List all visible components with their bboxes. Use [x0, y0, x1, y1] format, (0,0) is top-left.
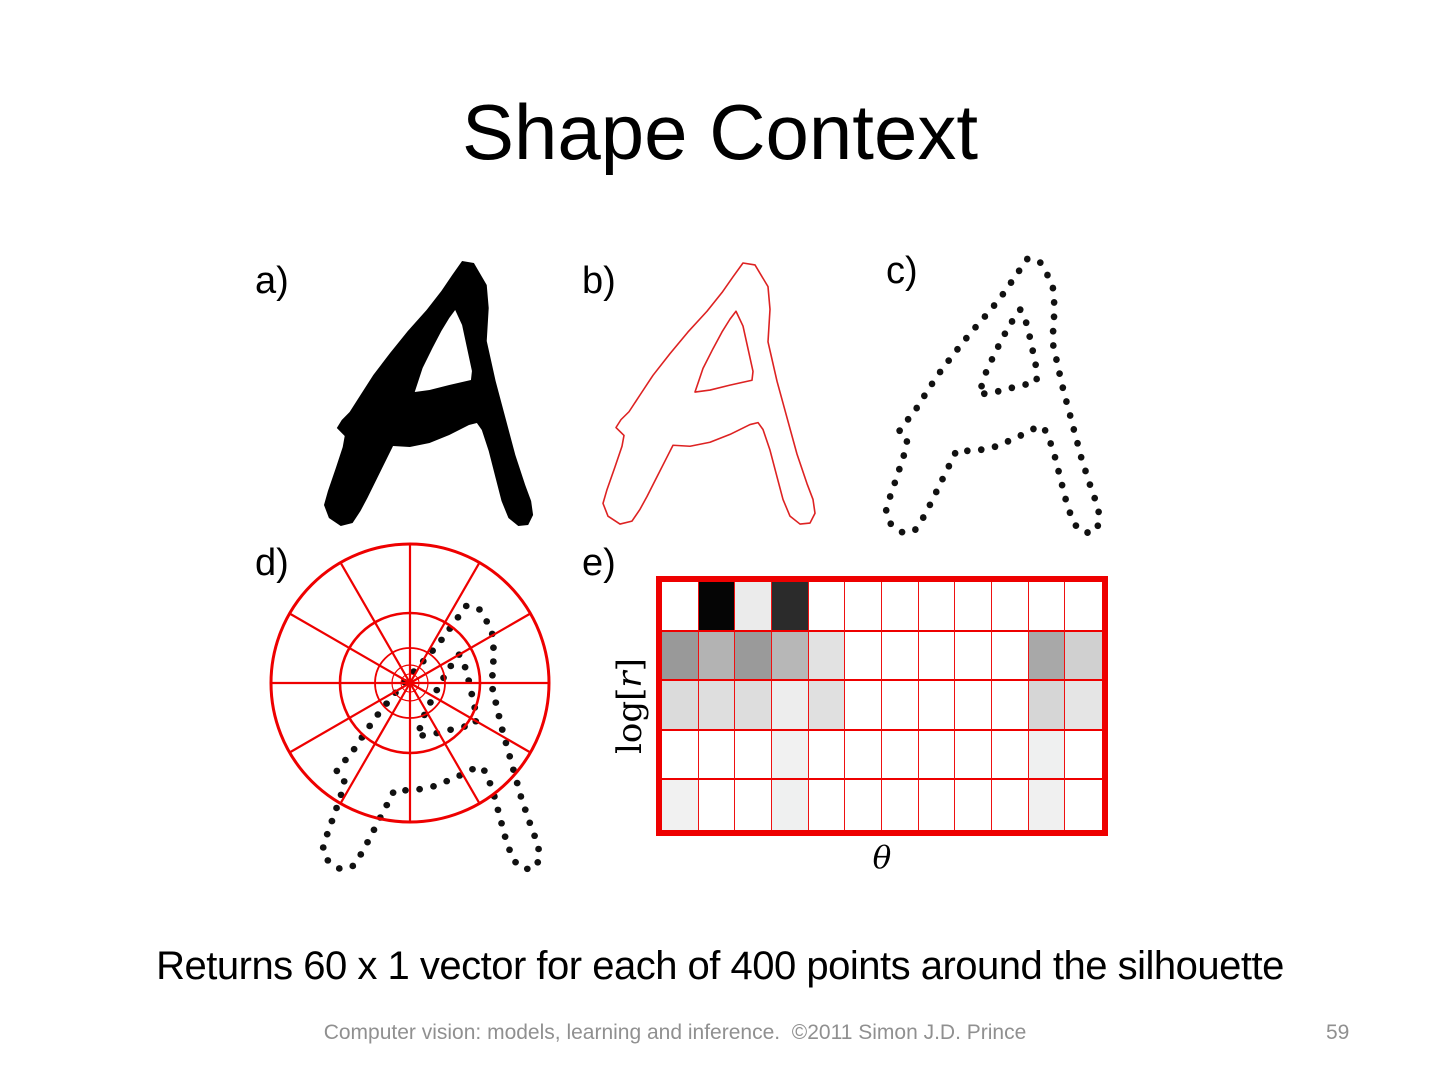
- histogram-cell: [735, 780, 772, 830]
- histogram-cell: [1029, 731, 1066, 781]
- boundary-dot: [921, 392, 928, 399]
- boundary-dot: [324, 831, 331, 838]
- polar-spoke: [341, 563, 411, 683]
- boundary-dot: [896, 427, 903, 434]
- boundary-dot: [495, 807, 502, 814]
- boundary-dot: [371, 827, 378, 834]
- boundary-dot: [506, 753, 513, 760]
- boundary-dot: [357, 851, 364, 858]
- boundary-dot: [333, 805, 340, 812]
- histogram-cell: [662, 731, 699, 781]
- histogram-cell: [955, 731, 992, 781]
- histogram-cell: [992, 582, 1029, 632]
- boundary-dot: [1050, 328, 1057, 335]
- boundary-dot: [1044, 272, 1051, 279]
- boundary-dot: [320, 844, 327, 851]
- boundary-dot: [534, 859, 541, 866]
- histogram-cell: [992, 681, 1029, 731]
- boundary-dot: [1052, 454, 1059, 461]
- histogram-cell: [845, 582, 882, 632]
- boundary-dot: [390, 789, 397, 796]
- boundary-dot: [499, 726, 506, 733]
- boundary-dot: [937, 369, 944, 376]
- boundary-dot: [517, 793, 524, 800]
- boundary-dot: [1030, 426, 1037, 433]
- boundary-dot: [489, 686, 496, 693]
- polar-spoke: [410, 563, 480, 683]
- y-axis-label-suffix: ]: [610, 658, 650, 672]
- boundary-dot: [1050, 342, 1057, 349]
- boundary-dot: [427, 699, 434, 706]
- boundary-dot: [476, 606, 483, 613]
- boundary-dot: [417, 725, 424, 732]
- histogram-cell: [662, 681, 699, 731]
- boundary-dot: [891, 479, 898, 486]
- y-axis-label: [610, 658, 650, 754]
- boundary-dot: [982, 313, 989, 320]
- boundary-dot: [1062, 496, 1069, 503]
- histogram-cell: [882, 582, 919, 632]
- panel-a-silhouette: [323, 260, 540, 530]
- polar-spoke: [341, 683, 411, 803]
- boundary-dot: [462, 664, 469, 671]
- boundary-dot: [447, 726, 454, 733]
- histogram-cell: [882, 731, 919, 781]
- polar-spoke: [410, 614, 530, 684]
- histogram-cell: [882, 681, 919, 731]
- boundary-dot: [972, 324, 979, 331]
- boundary-dot: [489, 672, 496, 679]
- boundary-dot: [455, 614, 462, 621]
- boundary-dot: [351, 746, 358, 753]
- histogram-cell: [955, 632, 992, 682]
- panel-label-e: e): [582, 542, 616, 584]
- boundary-dot: [978, 446, 985, 453]
- histogram-cell: [809, 632, 846, 682]
- boundary-dot: [1073, 522, 1080, 529]
- boundary-dot: [1053, 356, 1060, 363]
- histogram-cell: [1029, 681, 1066, 731]
- boundary-dot: [1087, 481, 1094, 488]
- histogram-cell: [845, 731, 882, 781]
- boundary-dot: [1059, 384, 1066, 391]
- log-polar-grid: [271, 544, 549, 822]
- boundary-dot: [342, 757, 349, 764]
- boundary-dot: [1029, 347, 1036, 354]
- boundary-dot: [1024, 256, 1031, 263]
- boundary-dot: [945, 357, 952, 364]
- histogram-cell: [845, 632, 882, 682]
- boundary-dot: [1042, 427, 1049, 434]
- boundary-dot: [492, 699, 499, 706]
- histogram-cell: [699, 731, 736, 781]
- boundary-dot: [1067, 412, 1074, 419]
- boundary-dot: [887, 493, 894, 500]
- histogram-cell: [662, 780, 699, 830]
- boundary-dot: [1000, 291, 1007, 298]
- boundary-dot: [1095, 508, 1102, 515]
- boundary-dot: [1037, 259, 1044, 266]
- histogram-cell: [772, 731, 809, 781]
- y-axis-label-prefix: log[: [610, 687, 650, 754]
- boundary-dot: [995, 388, 1002, 395]
- polar-spoke: [290, 614, 410, 684]
- histogram-cell: [919, 681, 956, 731]
- histogram-cell: [1029, 780, 1066, 830]
- panel-b-boundary-outline: [602, 262, 822, 528]
- panel-label-d: d): [255, 542, 289, 584]
- boundary-dot: [1016, 267, 1023, 274]
- boundary-dot: [487, 780, 494, 787]
- letter-a-solid: [324, 261, 533, 526]
- boundary-dot: [929, 380, 936, 387]
- panel-label-b: b): [582, 260, 616, 302]
- boundary-dot: [512, 859, 519, 866]
- histogram-cell: [735, 681, 772, 731]
- histogram-cell: [1065, 632, 1102, 682]
- boundary-dot: [995, 343, 1002, 350]
- boundary-dot: [443, 778, 450, 785]
- histogram-cell: [735, 632, 772, 682]
- y-axis-label-variable: r: [610, 671, 650, 688]
- boundary-dot: [913, 405, 920, 412]
- boundary-dot: [502, 833, 509, 840]
- boundary-dot: [946, 463, 953, 470]
- boundary-dot: [490, 644, 497, 651]
- boundary-dot: [1091, 495, 1098, 502]
- boundary-dot: [963, 335, 970, 342]
- boundary-dot: [989, 356, 996, 363]
- boundary-dot: [349, 863, 356, 870]
- histogram-cell: [772, 681, 809, 731]
- histogram-cell: [845, 780, 882, 830]
- boundary-dot: [904, 438, 911, 445]
- panel-d-log-polar-overlay: [260, 540, 560, 890]
- histogram-cell: [955, 582, 992, 632]
- histogram-cell: [992, 731, 1029, 781]
- boundary-dot: [883, 507, 890, 514]
- histogram-cell: [735, 582, 772, 632]
- boundary-dot: [438, 637, 445, 644]
- boundary-dot: [939, 476, 946, 483]
- boundary-dot: [1009, 384, 1016, 391]
- boundary-dot: [524, 866, 531, 873]
- letter-a-outline: [603, 263, 815, 524]
- footer-credit: Computer vision: models, learning and inference. ©2011 Simon J.D. Prince: [323, 1021, 1027, 1044]
- boundary-dot: [383, 802, 390, 809]
- boundary-dot: [498, 820, 505, 827]
- x-axis-label: θ: [872, 840, 892, 876]
- boundary-dot: [954, 346, 961, 353]
- boundary-dot: [983, 369, 990, 376]
- boundary-dot: [522, 806, 529, 813]
- boundary-dot: [336, 865, 343, 872]
- boundary-dot: [991, 302, 998, 309]
- boundary-dot: [433, 687, 440, 694]
- polar-spoke: [410, 683, 480, 803]
- histogram-cell: [809, 681, 846, 731]
- boundary-dot: [952, 450, 959, 457]
- histogram-cell: [1065, 780, 1102, 830]
- polar-spoke: [290, 683, 410, 753]
- boundary-dot: [1094, 522, 1101, 529]
- boundary-dot: [463, 603, 470, 610]
- boundary-dot: [1051, 299, 1058, 306]
- boundary-dot: [899, 529, 906, 536]
- histogram-cell: [919, 731, 956, 781]
- boundary-dot: [469, 766, 476, 773]
- boundary-dot: [324, 857, 331, 864]
- boundary-dot: [1074, 440, 1081, 447]
- slide-title: Shape Context: [461, 88, 979, 176]
- boundary-dot: [1055, 468, 1062, 475]
- boundary-dot: [1009, 318, 1016, 325]
- boundary-dot: [1051, 313, 1058, 320]
- histogram-cell: [1065, 582, 1102, 632]
- boundary-dot: [468, 691, 475, 698]
- boundary-dot: [483, 618, 490, 625]
- histogram-cell: [809, 582, 846, 632]
- boundary-dot: [1017, 306, 1024, 313]
- boundary-dot: [1023, 319, 1030, 326]
- histogram-cell: [955, 681, 992, 731]
- boundary-dot: [496, 713, 503, 720]
- histogram-cell: [772, 632, 809, 682]
- boundary-dot: [481, 767, 488, 774]
- histogram-cell: [919, 582, 956, 632]
- boundary-dot: [964, 447, 971, 454]
- boundary-dot: [419, 732, 426, 739]
- panel-label-a: a): [255, 260, 289, 302]
- boundary-dot: [333, 768, 340, 775]
- histogram-cell: [845, 681, 882, 731]
- histogram-cell: [882, 632, 919, 682]
- boundary-dot: [905, 416, 912, 423]
- boundary-dot: [506, 846, 513, 853]
- boundary-dot: [514, 780, 521, 787]
- histogram-cell: [1065, 731, 1102, 781]
- histogram-cell: [809, 731, 846, 781]
- histogram-cell: [699, 582, 736, 632]
- boundary-dot: [1063, 398, 1070, 405]
- boundary-dot: [1067, 509, 1074, 516]
- boundary-dot: [329, 818, 336, 825]
- histogram-grid: [656, 576, 1108, 836]
- boundary-dot: [1026, 333, 1033, 340]
- boundary-dot: [1002, 330, 1009, 337]
- boundary-dot: [1050, 285, 1057, 292]
- histogram-cell: [992, 780, 1029, 830]
- boundary-dot: [535, 846, 542, 853]
- boundary-dot: [364, 839, 371, 846]
- boundary-dot: [1032, 361, 1039, 368]
- boundary-dot: [981, 390, 988, 397]
- boundary-dot: [416, 786, 423, 793]
- boundary-dot: [933, 489, 940, 496]
- histogram-cell: [1029, 632, 1066, 682]
- boundary-dot: [887, 520, 894, 527]
- boundary-dot: [447, 663, 454, 670]
- boundary-dot: [992, 443, 999, 450]
- boundary-dot: [1005, 438, 1012, 445]
- histogram-cell: [1029, 582, 1066, 632]
- panel-c-sampled-points: [885, 258, 1107, 537]
- boundary-dot: [1017, 432, 1024, 439]
- boundary-dot: [1033, 376, 1040, 383]
- boundary-dot: [1022, 381, 1029, 388]
- boundary-dot: [402, 787, 409, 794]
- boundary-dot: [490, 658, 497, 665]
- histogram-cell: [919, 780, 956, 830]
- page-number: 59: [1326, 1021, 1350, 1044]
- boundary-dot: [1078, 454, 1085, 461]
- boundary-dot: [430, 783, 437, 790]
- boundary-dot: [1047, 440, 1054, 447]
- histogram-cell: [809, 780, 846, 830]
- boundary-dot: [526, 819, 533, 826]
- boundary-dot: [896, 466, 903, 473]
- boundary-dot: [1059, 482, 1066, 489]
- histogram-cell: [772, 780, 809, 830]
- histogram-cell: [882, 780, 919, 830]
- histogram-cell: [699, 681, 736, 731]
- boundary-dot: [927, 501, 934, 508]
- histogram-cell: [1065, 681, 1102, 731]
- histogram-cell: [699, 780, 736, 830]
- histogram-cell: [955, 780, 992, 830]
- boundary-dot: [366, 723, 373, 730]
- boundary-dot: [1056, 370, 1063, 377]
- boundary-dot: [531, 832, 538, 839]
- histogram-cell: [662, 632, 699, 682]
- boundary-dot: [341, 778, 348, 785]
- boundary-dot: [900, 452, 907, 459]
- boundary-dot: [1084, 529, 1091, 536]
- histogram-cell: [919, 632, 956, 682]
- histogram-cell: [772, 582, 809, 632]
- boundary-dot: [1008, 279, 1015, 286]
- caption-text: Returns 60 x 1 vector for each of 400 points around the silhouette: [156, 944, 1284, 988]
- boundary-dot: [374, 711, 381, 718]
- histogram-cell: [992, 632, 1029, 682]
- boundary-dot: [912, 526, 919, 533]
- histogram-cell: [735, 731, 772, 781]
- boundary-dot: [1082, 468, 1089, 475]
- histogram-cell: [662, 582, 699, 632]
- boundary-dot: [920, 514, 927, 521]
- boundary-dot: [978, 383, 985, 390]
- histogram-cell: [699, 632, 736, 682]
- panel-label-c: c): [886, 250, 918, 292]
- boundary-dot: [1070, 426, 1077, 433]
